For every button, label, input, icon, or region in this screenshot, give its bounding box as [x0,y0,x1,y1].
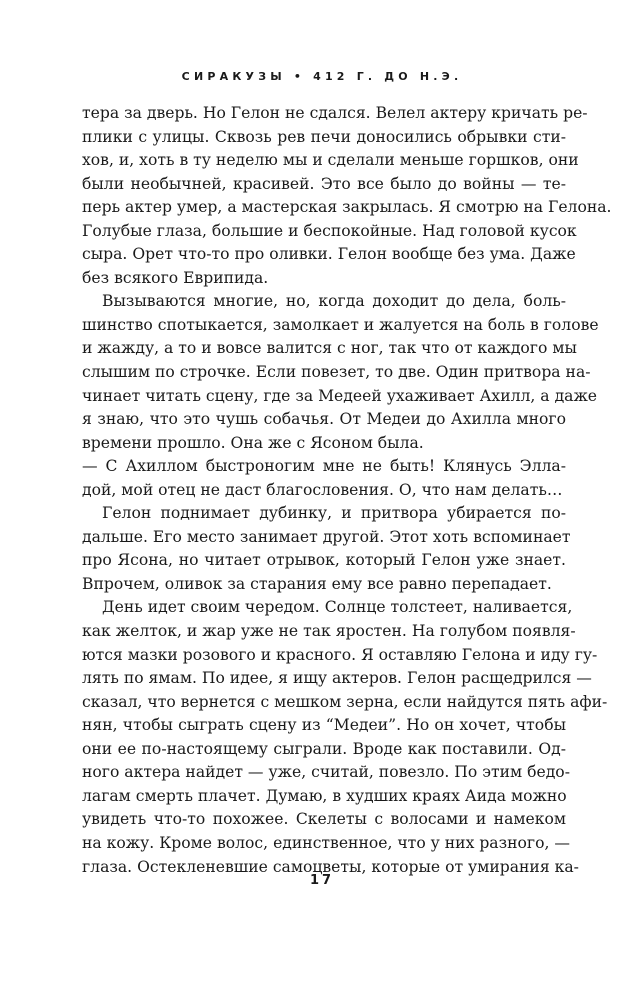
text-line: лагам смерть плачет. Думаю, в худших краях Аида можно [82,786,567,805]
text-line: Впрочем, оливок за старания ему все равно перепадает. [82,574,552,593]
text-line: без всякого Еврипида. [82,268,269,287]
text-line: были необычней, красивей. Это все было до войны — те- [82,174,566,193]
dialogue-line: — С Ахиллом быстроногим мне не быть! Клянусь Элла- [82,457,566,476]
text-line: на кожу. Кроме волос, единственное, что у них разного, — [82,833,570,852]
text-line: Голубые глаза, большие и беспокойные. Над головой кусок [82,221,577,240]
text-line: увидеть что-то похожее. Скелеты с волосами и намеком [82,810,566,829]
page-number: 17 [309,873,335,888]
text-line: я знаю, что это чушь собачья. От Медеи до Ахилла много [82,410,566,429]
text-line: День идет своим чередом. Солнце толстеет, наливается, [102,598,573,617]
text-line: Гелон поднимает дубинку, и притвора убирается по- [102,504,566,523]
text-line: времени прошло. Она же с Ясоном была. [82,433,424,452]
text-line: сыра. Орет что-то про оливки. Гелон вообще без ума. Даже [82,245,576,264]
text-line: Вызываются многие, но, когда доходит до дела, боль- [102,292,566,311]
text-line: нян, чтобы сыграть сцену из “Медеи”. Но он хочет, чтобы [82,716,566,735]
text-line: плики с улицы. Сквозь рев печи доносились обрывки сти- [82,127,566,146]
text-line: глаза. Остекленевшие самоцветы, которые от умирания ка- [82,857,579,876]
text-line: хов, и, хоть в ту неделю мы и сделали меньше горшков, они [82,151,579,170]
text-line: перь актер умер, а мастерская закрылась. Я смотрю на Гелона. [82,198,612,217]
text-line: сказал, что вернется с мешком зерна, если найдутся пять афи- [82,692,608,711]
text-line: тера за дверь. Но Гелон не сдался. Велел актеру кричать ре- [82,104,588,122]
text-line: про Ясона, но читает отрывок, который Гелон уже знает. [82,551,566,570]
dialogue-line: дой, мой отец не даст благословения. О, что нам делать… [82,480,563,499]
text-line: чинает читать сцену, где за Медеей ухаживает Ахилл, а даже [82,386,598,405]
text-line: дальше. Его место занимает другой. Этот хоть вспоминает [82,527,571,546]
text-line: ного актера найдет — уже, считай, повезло. По этим бедо- [82,763,570,782]
text-line: шинство спотыкается, замолкает и жалуется на боль в голове [82,315,599,334]
text-line: слышим по строчке. Если повезет, то две. Один притвора на- [82,363,591,382]
text-line: как желток, и жар уже не так яростен. На голубом появля- [82,622,576,641]
text-line: ются мазки розового и красного. Я оставляю Гелона и иду гу- [82,645,598,664]
text-line: они ее по-настоящему сыграли. Вроде как поставили. Од- [82,739,566,758]
body-text [82,102,612,879]
running-head: СИРАКУЗЫ • 412 Г. ДО Н.Э. [181,70,463,83]
text-line: лять по ямам. По идее, я ищу актеров. Гелон расщедрился — [82,669,592,688]
text-line: и жажду, а то и вовсе валится с ног, так что от каждого мы [82,339,577,358]
